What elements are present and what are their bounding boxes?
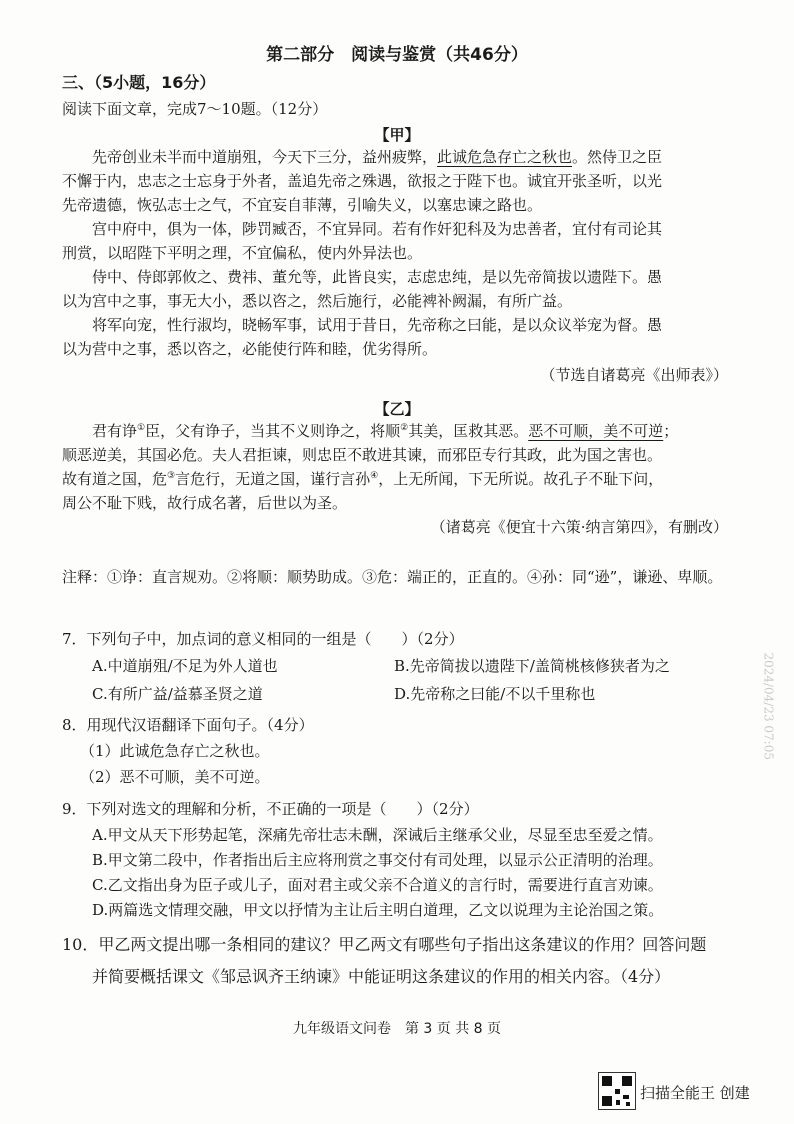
note-marker-4: ④	[370, 471, 379, 481]
page-footer: 九年级语文问卷 第 3 页 共 8 页	[292, 1021, 502, 1037]
question-7-option-a: A.中道崩殂/不足为外人道也	[92, 657, 278, 675]
passage-a-line-4: 宫中府中，俱为一体，陟罚臧否，不宜异同。若有作奸犯科及为忠善者，宜付有司论其	[92, 220, 663, 238]
question-7-stem: 7．下列句子中，加点词的意义相同的一组是（ ）（2分）	[62, 630, 464, 648]
scan-timestamp-watermark: 2024/04/23 07:05	[762, 652, 776, 760]
passage-a-label: 【甲】	[374, 126, 420, 144]
question-8-item-1: （1）此诚危急存亡之秋也。	[80, 742, 270, 760]
question-8-item-2: （2）恶不可顺，美不可逆。	[80, 768, 270, 786]
question-7-option-d: D.先帝称之曰能/不以千里称也	[394, 685, 596, 703]
passage-a-line-6: 侍中、侍郎郭攸之、费祎、董允等，此皆良实，志虑忠纯，是以先帝简拔以遗陛下。愚	[92, 268, 663, 286]
passage-b-line-4: 周公不耻下贱，故行成名著，后世以为圣。	[62, 494, 348, 512]
question-9-option-c: C.乙文指出身为臣子或儿子，面对君主或父亲不合道义的言行时，需要进行直言劝谏。	[92, 876, 663, 894]
question-10-line-2: 并简要概括课文《邹忌讽齐王纳谏》中能证明这条建议的作用的相关内容。（4分）	[92, 967, 671, 986]
passage-a-source: （节选自诸葛亮《出师表》）	[540, 366, 728, 384]
note-marker-3: ③	[167, 471, 176, 481]
passage-a-line-3: 先帝遗德，恢弘志士之气，不宜妄自菲薄，引喻失义，以塞忠谏之路也。	[62, 196, 543, 214]
question-9-option-d: D.两篇选文情理交融，甲文以抒情为主让后主明白道理，乙文以说理为主论治国之策。	[92, 901, 664, 919]
note-marker-1: ①	[137, 423, 146, 433]
question-9-option-a: A.甲文从天下形势起笔，深痛先帝壮志未酬，深诫后主继承父业，尽显至忠至爱之情。	[92, 826, 663, 844]
underlined-sentence: 此诚危急存亡之秋也	[437, 148, 573, 166]
passage-a-line-5: 刑赏，以昭陛下平明之理，不宜偏私，使内外异法也。	[62, 244, 423, 262]
passage-a-line-9: 以为营中之事，悉以咨之，必能使行阵和睦，优劣得所。	[62, 340, 438, 358]
passage-a-line-2: 不懈于内，忠志之士忘身于外者，盖追先帝之殊遇，欲报之于陛下也。诚宜开张圣听，以光	[62, 172, 663, 190]
question-8-stem: 8．用现代汉语翻译下面句子。（4分）	[62, 716, 314, 734]
section-heading: 三、（5小题，16分）	[62, 73, 216, 92]
passage-a-line-1: 先帝创业未半而中道崩殂，今天下三分，益州疲弊，此诚危急存亡之秋也。然侍卫之臣	[92, 148, 663, 166]
qr-code-icon	[598, 1072, 636, 1110]
note-marker-2: ②	[400, 423, 409, 433]
scanner-brand-text: 扫描全能王 创建	[640, 1084, 750, 1102]
passage-b-label: 【乙】	[374, 400, 420, 418]
section-instruction: 阅读下面文章，完成7～10题。（12分）	[62, 100, 328, 118]
question-10-line-1: 10．甲乙两文提出哪一条相同的建议？甲乙两文有哪些句子指出这条建议的作用？回答问题	[62, 935, 707, 954]
question-9-option-b: B.甲文第二段中，作者指出后主应将刑赏之事交付有司处理，以显示公正清明的治理。	[92, 851, 663, 869]
passage-b-line-3: 故有道之国，危③言危行，无道之国，谨行言孙④，上无所闻，下无所说。故孔子不耻下问，	[62, 470, 664, 488]
question-9-stem: 9．下列对选文的理解和分析，不正确的一项是（ ）（2分）	[62, 800, 479, 818]
passage-a-line-8: 将军向宠，性行淑均，晓畅军事，试用于昔日，先帝称之曰能，是以众议举宠为督。愚	[92, 316, 663, 334]
page-title: 第二部分 阅读与鉴赏（共46分）	[266, 45, 528, 65]
passage-a-line-7: 以为宫中之事，事无大小，悉以咨之，然后施行，必能裨补阙漏，有所广益。	[62, 292, 573, 310]
annotation-notes: 注释：①诤：直言规劝。②将顺：顺势助成。③危：端正的，正直的。④孙：同“逊”，谦逊、卑顺。	[62, 568, 723, 586]
passage-b-line-2: 顺恶逆美，其国必危。夫人君拒谏，则忠臣不敢进其谏，而邪臣专行其政，此为国之害也。	[62, 446, 663, 464]
passage-b-source: （诸葛亮《便宜十六策·纳言第四》，有删改）	[430, 518, 728, 536]
passage-b-line-1: 君有诤①臣，父有诤子，当其不义则诤之，将顺②其美，匡救其恶。恶不可顺，美不可逆；	[92, 422, 679, 440]
question-7-option-c: C.有所广益/益慕圣贤之道	[92, 685, 263, 703]
underlined-sentence-b: 恶不可顺，美不可逆	[528, 422, 664, 440]
question-7-option-b: B.先帝简拔以遗陛下/盖简桃核修狭者为之	[394, 657, 670, 675]
